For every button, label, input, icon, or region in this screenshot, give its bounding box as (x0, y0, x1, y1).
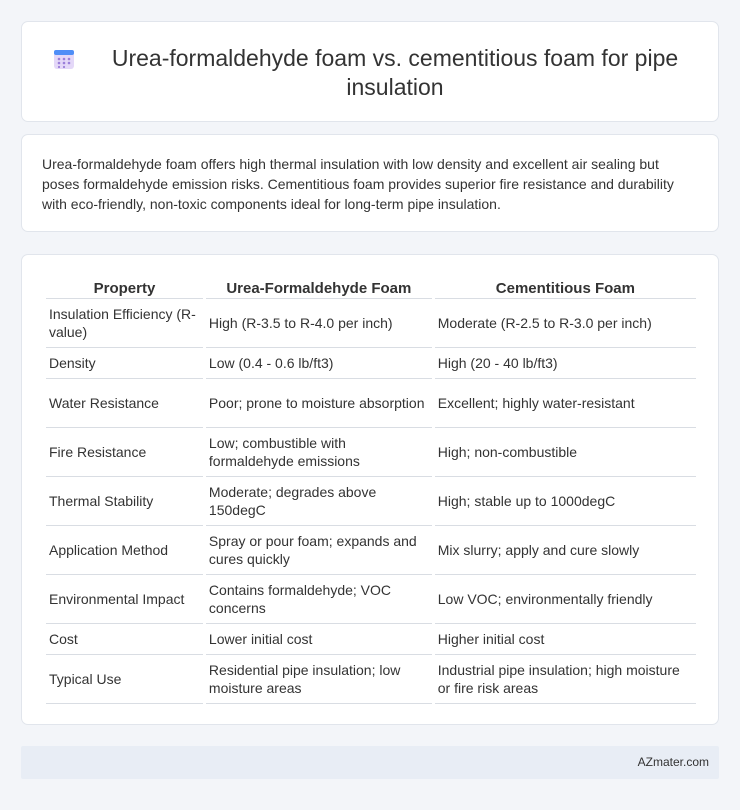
cell-property: Density (46, 348, 203, 379)
summary-text: Urea-formaldehyde foam offers high thermal insulation with low density and excellent air sealing but poses formaldehyde emission risks. Cementitious foam provides superior fire resistance and durability with eco-friendly, non-toxic components ideal for long-term pipe insulation. (42, 156, 674, 212)
page-title: Urea-formaldehyde foam vs. cementitious foam for pipe insulation (111, 45, 679, 100)
cell-uf: Low (0.4 - 0.6 lb/ft3) (206, 348, 432, 379)
cell-uf: Residential pipe insulation; low moisture areas (206, 655, 432, 704)
table-row (46, 624, 696, 655)
cell-property: Fire Resistance (46, 428, 203, 477)
cell-uf: Spray or pour foam; expands and cures quickly (206, 526, 432, 575)
cell-uf: Poor; prone to moisture absorption (206, 379, 432, 428)
title-card (21, 21, 719, 122)
cell-uf: High (R-3.5 to R-4.0 per inch) (206, 299, 432, 348)
cell-uf: Moderate; degrades above 150degC (206, 477, 432, 526)
cell-cf: Low VOC; environmentally friendly (435, 575, 696, 624)
table-row (46, 428, 696, 477)
cell-cf: High; stable up to 1000degC (435, 477, 696, 526)
cell-cf: Higher initial cost (435, 624, 696, 655)
table-row (46, 348, 696, 379)
table-header-row (46, 275, 696, 299)
table-row (46, 379, 696, 428)
header-property: Property (46, 275, 203, 299)
cell-cf: Mix slurry; apply and cure slowly (435, 526, 696, 575)
comparison-table (43, 275, 699, 704)
header-cementitious: Cementitious Foam (435, 275, 696, 299)
cell-property: Water Resistance (46, 379, 203, 428)
cell-property: Thermal Stability (46, 477, 203, 526)
summary-card (21, 134, 719, 232)
table-row (46, 655, 696, 704)
cell-cf: Moderate (R-2.5 to R-3.0 per inch) (435, 299, 696, 348)
cell-uf: Contains formaldehyde; VOC concerns (206, 575, 432, 624)
table-row (46, 526, 696, 575)
footer-bar (21, 746, 719, 779)
cell-uf: Lower initial cost (206, 624, 432, 655)
cell-cf: Excellent; highly water-resistant (435, 379, 696, 428)
cell-property: Cost (46, 624, 203, 655)
title-wrap (52, 44, 698, 102)
comparison-table-card (21, 254, 719, 725)
cell-property: Application Method (46, 526, 203, 575)
table-row (46, 299, 696, 348)
cell-uf: Low; combustible with formaldehyde emissions (206, 428, 432, 477)
table-row (46, 575, 696, 624)
table-row (46, 477, 696, 526)
cell-cf: High (20 - 40 lb/ft3) (435, 348, 696, 379)
cell-property: Typical Use (46, 655, 203, 704)
header-urea-formaldehyde: Urea-Formaldehyde Foam (206, 275, 432, 299)
cell-property: Insulation Efficiency (R-value) (46, 299, 203, 348)
cell-property: Environmental Impact (46, 575, 203, 624)
cell-cf: High; non-combustible (435, 428, 696, 477)
cell-cf: Industrial pipe insulation; high moisture or fire risk areas (435, 655, 696, 704)
footer-brand[interactable]: AZmater.com (637, 755, 709, 769)
